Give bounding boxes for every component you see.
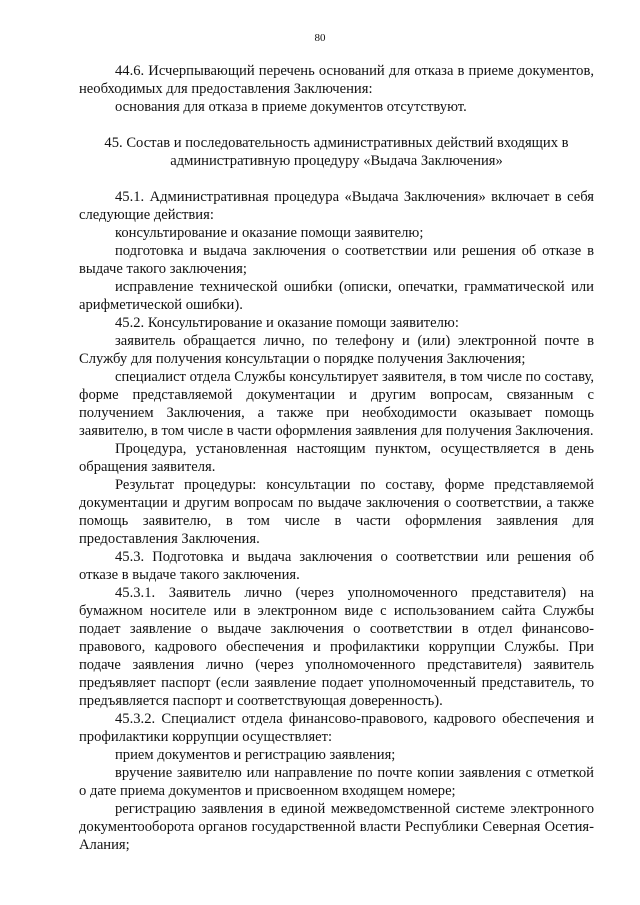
paragraph: специалист отдела Службы консультирует заявителя, в том числе по составу, форме представляемой документации и другим вопросам, связанным с получением Заключения, а также при необходимости оказывает помощь заявителю, в том числе в части оформления заявления для получения Заключения. — [79, 369, 594, 439]
paragraph: вручение заявителю или направление по почте копии заявления с отметкой о дате приема документов и присвоенном входящем номере; — [79, 765, 594, 799]
paragraph: 45.3.2. Специалист отдела финансово-правового, кадрового обеспечения и профилактики коррупции осуществляет: — [79, 711, 594, 745]
document-body — [79, 62, 594, 854]
paragraph: 45.3.1. Заявитель лично (через уполномоченного представителя) на бумажном носителе или в электронном виде с использованием сайта Службы подает заявление о выдаче заключения о соответствии в отдел финансово-правового, кадрового обеспечения и профилактики коррупции Службы. При подаче заявления лично (через уполномоченного представителя) заявитель предъявляет паспорт (если заявление подает уполномоченный представитель, то предъявляется паспорт и соответствующая доверенность). — [79, 585, 594, 709]
paragraph: Результат процедуры: консультации по составу, форме представляемой документации и другим вопросам по выдаче заключения о соответствии, а также помощь заявителю, в том числе в части оформления заявления для предоставления Заключения. — [79, 477, 594, 547]
paragraph: основания для отказа в приеме документов отсутствуют. — [115, 99, 467, 115]
section-heading — [79, 134, 594, 170]
paragraph: исправление технической ошибки (описки, опечатки, грамматической или арифметической ошибки). — [79, 279, 594, 313]
paragraph: 45.3. Подготовка и выдача заключения о соответствии или решения об отказе в выдаче такого заключения. — [79, 549, 594, 583]
paragraph: заявитель обращается лично, по телефону и (или) электронной почте в Службу для получения консультации о порядке получения Заключения; — [79, 333, 594, 367]
page-number: 80 — [314, 32, 326, 44]
section-heading-line-1: 45. Состав и последовательность административных действий входящих в — [104, 135, 569, 151]
spacer — [79, 116, 594, 134]
paragraph: 45.1. Административная процедура «Выдача Заключения» включает в себя следующие действия: — [79, 189, 594, 223]
paragraph: подготовка и выдача заключения о соответствии или решения об отказе в выдаче такого заключения; — [79, 243, 594, 277]
paragraph: регистрацию заявления в единой межведомственной системе электронного документооборота органов государственной власти Республики Северная Осетия-Алания; — [79, 801, 594, 853]
paragraph: консультирование и оказание помощи заявителю; — [115, 225, 424, 241]
spacer — [79, 170, 594, 188]
section-heading-line-2: административную процедуру «Выдача Заключения» — [170, 153, 503, 169]
paragraph: прием документов и регистрацию заявления; — [115, 747, 396, 763]
paragraph: 45.2. Консультирование и оказание помощи заявителю: — [115, 315, 459, 331]
paragraph: 44.6. Исчерпывающий перечень оснований для отказа в приеме документов, необходимых для предоставления Заключения: — [79, 63, 594, 97]
paragraph: Процедура, установленная настоящим пунктом, осуществляется в день обращения заявителя. — [79, 441, 594, 475]
